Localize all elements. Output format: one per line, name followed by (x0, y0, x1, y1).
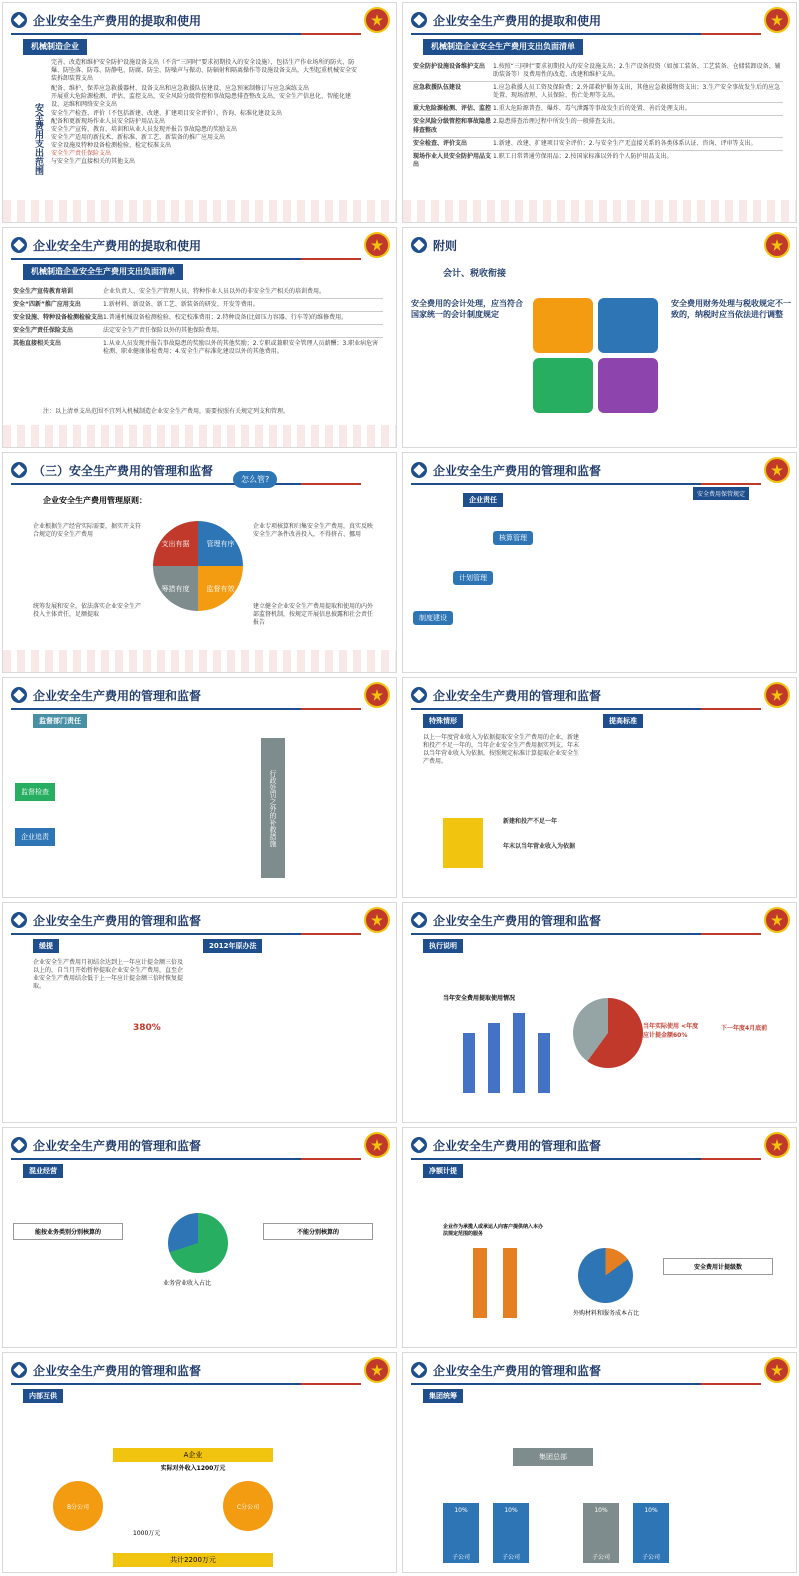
title-text: 企业安全生产费用的提取和使用 (433, 13, 602, 28)
separate-accounting-box: 能按业务类别分别核算的 (13, 1223, 123, 1240)
quad-item: 监督有效 (198, 566, 243, 611)
company-a-bar: A企业 (113, 1448, 273, 1462)
slide-title (11, 234, 201, 256)
subsidiary-pct: 10% (644, 1507, 658, 1514)
bar (473, 1248, 487, 1318)
step-pill: 核算管理 (493, 531, 533, 545)
emblem-icon (764, 1357, 790, 1383)
title-underline (11, 1158, 351, 1160)
pie-caption: 业务营业收入占比 (163, 1280, 212, 1287)
slide-8 (402, 677, 797, 898)
remedy-label: 行政处罚之外的补救措施 (261, 738, 285, 878)
slide-13 (2, 1352, 397, 1573)
title-text: 企业安全生产费用的管理和监督 (33, 913, 202, 928)
emblem-icon (364, 682, 390, 708)
bullet-icon (11, 1137, 27, 1153)
accountability-label: 企业追责 (15, 828, 55, 846)
pie-chart (573, 998, 643, 1068)
title-underline (411, 708, 751, 710)
section-tag: 内部互供 (23, 1389, 63, 1403)
section-tag: 集团统筹 (423, 1389, 463, 1403)
table-cell: 2.隐患排查治理过程中所发生的一般排查支出。 (493, 118, 619, 126)
table-cell: 应急救援队伍建设 (413, 84, 462, 92)
branch-c: C分公司 (223, 1481, 273, 1531)
bullet-icon (411, 1137, 427, 1153)
supervision-label: 监督检查 (15, 783, 55, 801)
scope-list (51, 59, 361, 166)
slide-6 (402, 452, 797, 673)
principle-text: 统筹发展和安全，依法落实企业安全生产投入主体责任，足额提取 (33, 603, 142, 619)
table-cell: 法定安全生产责任保险以外的其他保险费用。 (103, 327, 224, 335)
bar (488, 1023, 500, 1093)
emblem-icon (364, 232, 390, 258)
step-pill: 制度建设 (413, 611, 453, 625)
title-text: （三）安全生产费用的管理和监督 (33, 463, 214, 478)
side-label: 安全费用支出范围 (33, 103, 43, 175)
slide-title (11, 909, 201, 931)
slide-title (11, 1134, 201, 1156)
footer-decoration (3, 650, 397, 672)
scope-item: 安全生产宣传、教育、培训和从业人员发现并报告事故隐患的奖励支出 (51, 125, 238, 133)
emblem-icon (364, 1357, 390, 1383)
table-cell: 安全风险分级管控和事故隐患排查整改 (413, 118, 492, 134)
emblem-icon (764, 232, 790, 258)
table-cell: 1.新材料、新设备、新工艺、新装备的研发、开发等费用。 (103, 301, 259, 309)
quad-item: 管理有序 (198, 521, 243, 566)
subsidiary-label: 子公司 (591, 1554, 610, 1561)
section-tag: 特殊情形 (423, 714, 463, 728)
title-underline (411, 1158, 751, 1160)
table-cell: 企业负责人、安全生产管理人员、特种作业人员以外的非安全生产相关的培训费用。 (103, 288, 326, 295)
slide-title (11, 9, 201, 31)
bullet-icon (411, 1362, 427, 1378)
emblem-icon (764, 682, 790, 708)
subtitle-bar: 机械制造企业安全生产费用支出负面清单 (423, 39, 583, 55)
slide-title (411, 1359, 601, 1381)
title-text: 企业安全生产费用的管理和监督 (433, 913, 602, 928)
title-underline (411, 933, 751, 935)
title-text: 企业安全生产费用的管理和监督 (33, 1138, 202, 1153)
stair-label: 年末以当年营业收入为依据 (503, 843, 576, 850)
subsidiary (443, 1503, 479, 1563)
table-cell: 1.新建、改建、扩建项目安全评价；2.与安全生产无直接关系的各类体系认证、咨询、评审等支出。 (493, 139, 757, 147)
slide-10 (402, 902, 797, 1123)
title-text: 企业安全生产费用的管理和监督 (33, 1363, 202, 1378)
question-bubble: 怎么管? (233, 471, 277, 488)
external-income: 实际对外收入1200万元 (160, 1465, 226, 1472)
title-underline (411, 483, 751, 485)
slide-title (411, 459, 601, 481)
pie-label: 当年实际使用 <年度应计提金额60% (643, 1023, 699, 1039)
principle-text: 建立健全企业安全生产费用提取和使用的内外部监督机制，按规定开展信息披露和社会责任报告 (253, 603, 374, 627)
subsidiary (493, 1503, 529, 1563)
principle-heading: 企业安全生产费用管理原则： (43, 496, 147, 505)
subtitle-bar: 机械制造企业安全生产费用支出负面清单 (23, 264, 183, 280)
subtitle: 会计、税收衔接 (443, 269, 507, 279)
title-underline (411, 33, 751, 35)
title-underline (11, 933, 351, 935)
title-underline (11, 258, 351, 260)
chart-title: 企业作为承揽人或承运人向客户提供纳入本办法规定范围的服务 (443, 1224, 544, 1237)
section-tag: 监督部门责任 (33, 714, 87, 728)
bullet-icon (411, 912, 427, 928)
table-cell: 安全生产责任保险支出 (13, 327, 74, 335)
stair-graphic (443, 818, 483, 868)
footer-decoration (3, 200, 397, 222)
emblem-icon (764, 7, 790, 33)
bar (513, 1013, 525, 1093)
emblem-icon (764, 457, 790, 483)
title-underline (11, 483, 351, 485)
slide-title (411, 9, 601, 31)
title-text: 企业安全生产费用的管理和监督 (433, 463, 602, 478)
formula-box: 安全费用计提级数 (663, 1258, 773, 1275)
subsidiary-pct: 10% (454, 1507, 468, 1514)
scope-item: 配备、维护、保养应急救援器材、设备支出和应急救援队伍建设、应急预案制修订与应急演练支出 (51, 85, 310, 93)
internal-sale: 1000万元 (133, 1530, 161, 1537)
title-text: 企业安全生产费用的管理和监督 (433, 1363, 602, 1378)
emblem-icon (764, 1132, 790, 1158)
table-cell: 1.从业人员发现并报告事故隐患的奖励以外的其他奖励；2.专职或兼职安全管理人员薪酬；3.职业病危害检测、职业健康体检费用；4.安全生产标准化建设以外的其他费用。 (103, 340, 379, 356)
combined-accounting-box: 不能分别核算的 (263, 1223, 373, 1240)
revenue-pie (168, 1213, 228, 1273)
scope-item: 安全生产适用的新技术、新标准、新工艺、新装备的推广应用支出 (51, 133, 226, 141)
footer-decoration (3, 425, 397, 447)
section-tag: 混业经营 (23, 1164, 63, 1178)
slide-5 (2, 452, 397, 673)
footnote: 注：以上清单支出范围不宜列入机械制造企业安全生产费用，需要按照有关规定列支和管理。 (43, 408, 290, 415)
slide-title (411, 234, 457, 256)
title-text: 企业安全生产费用的管理和监督 (433, 688, 602, 703)
table-cell: 安全“四新”推广应用支出 (13, 301, 81, 309)
title-underline (411, 1383, 751, 1385)
negative-list-table (413, 61, 783, 171)
title-text: 企业安全生产费用的管理和监督 (33, 688, 202, 703)
subsidiary-pct: 10% (594, 1507, 608, 1514)
slide-14 (402, 1352, 797, 1573)
bullet-icon (11, 237, 27, 253)
title-underline (11, 33, 351, 35)
emblem-icon (364, 7, 390, 33)
subsidiary-label: 子公司 (641, 1554, 660, 1561)
negative-list-table (13, 286, 383, 359)
table-cell: 安全检查、评价支出 (413, 139, 468, 147)
rule-box: 安全费用保管规定 (693, 487, 749, 500)
quad-item: 筹措有度 (153, 566, 198, 611)
slide-title (411, 1134, 601, 1156)
slide-3 (2, 227, 397, 448)
chart-title: 当年安全费用提取使用情况 (443, 995, 516, 1002)
principle-text: 企业根据生产经营实际需要，据实开支符合规定的安全生产费用 (33, 523, 142, 539)
subsidiary-label: 子公司 (451, 1554, 470, 1561)
table-cell: 现场作业人员安全防护用品支出 (413, 152, 492, 168)
subsidiary (583, 1503, 619, 1563)
table-cell: 重大危险源检测、评估、监控 (413, 105, 492, 113)
principle-wheel (153, 521, 243, 611)
table-cell: 安全生产宣传教育培训 (13, 288, 74, 295)
scope-item: 安全设施及特种设备检测检验、检定校准支出 (51, 141, 172, 149)
slide-9 (2, 902, 397, 1123)
slide-title (11, 1359, 201, 1381)
section-tag: 缓提 (33, 939, 59, 953)
section-tag: 企业责任 (463, 493, 503, 507)
table-cell: 1.应急救援人员工资及保险费；2.外部救护服务支出，其他应急救援物资支出；3.生产安全事故发生后的应急处置、现场清理、人员保险、伤亡处理等支出。 (493, 84, 781, 100)
title-text: 附则 (433, 238, 458, 253)
bullet-icon (11, 12, 27, 28)
table-cell: 1.职工日常普通劳保用品；2.按国家标准以外的个人防护用品支出。 (493, 152, 673, 160)
scope-item: 与安全生产直接相关的其他支出 (51, 158, 136, 166)
slide-11 (2, 1127, 397, 1348)
quad-item: 支出有据 (153, 521, 198, 566)
cost-pie (578, 1248, 633, 1303)
stair-label: 新建和投产不足一年 (503, 818, 558, 825)
scope-item: 安全生产检查、评价（不包括新建、改建、扩建项目安全评价）、咨询、标准化建设支出 (51, 109, 283, 117)
title-underline (11, 708, 351, 710)
table-cell: 安全设施、特种设备检测检验支出 (13, 314, 104, 322)
pie-caption: 外购材料和服务成本占比 (573, 1310, 640, 1317)
subtitle-bar: 机械制造企业 (23, 39, 87, 55)
puzzle-graphic (533, 298, 663, 418)
bullet-icon (11, 1362, 27, 1378)
bullet-icon (411, 462, 427, 478)
peak-pct: 380% (133, 1023, 161, 1033)
total-bar: 共计2200万元 (113, 1553, 273, 1567)
table-cell: 1.普通机械设备检测检验、校定校准费用；2.特种设备(比如压力容器、行车等)的维修费用。 (103, 314, 348, 322)
section-tag: 2012年原办法 (203, 939, 262, 953)
scope-item: 开展重大危险源检测、评估、监控支出，安全风险分级管控和事故隐患排查整改支出，安全生产信息化、智能化建设、运维和网络安全支出 (51, 93, 352, 109)
group-hq: 集团总部 (513, 1448, 593, 1466)
emblem-icon (364, 1132, 390, 1158)
slide-12 (402, 1127, 797, 1348)
bullet-icon (411, 687, 427, 703)
subsidiary-pct: 10% (504, 1507, 518, 1514)
branch-b: B分公司 (53, 1481, 103, 1531)
bar (463, 1033, 475, 1093)
tax-text: 安全费用财务处理与税收规定不一致的，纳税时应当依法进行调整 (671, 299, 791, 319)
bullet-icon (11, 912, 27, 928)
section-tag: 净额计提 (423, 1164, 463, 1178)
table-cell: 1.按照“三同时”要求初期投入的安全设施支出；2.生产设备投资（如加工装备、工艺装备、仓储装卸设备、辅助装备等）及费用性的改造、改建和维护支出。 (493, 63, 781, 79)
bullet-icon (411, 237, 427, 253)
slide-title (11, 684, 201, 706)
title-text: 企业安全生产费用的管理和监督 (433, 1138, 602, 1153)
slide-4 (402, 227, 797, 448)
section-tag: 提高标准 (603, 714, 643, 728)
accounting-text: 安全费用的会计处理，应当符合国家统一的会计制度规定 (411, 299, 523, 319)
title-underline (11, 1383, 351, 1385)
slide-title (11, 459, 213, 481)
table-cell: 1.重大危险源普查、爆炸、毒气泄露等事故发生后的处置、善后处理支出。 (493, 105, 691, 113)
scope-item: 配备和更新现场作业人员安全防护用品支出 (51, 117, 166, 125)
special-case-text: 以上一年度营业收入为依据提取安全生产费用的企业，新建和投产不足一年的，当年企业安全生产费用据实列支，年末以当年营业收入为依据，按照规定标准计算提取企业安全生产费用。 (423, 734, 580, 766)
bullet-icon (11, 462, 27, 478)
bullet-icon (11, 687, 27, 703)
emblem-icon (764, 907, 790, 933)
slide-title (411, 684, 601, 706)
table-cell: 其他直接相关支出 (13, 340, 62, 348)
bar (503, 1248, 517, 1318)
bullet-icon (411, 12, 427, 28)
subsidiary-label: 子公司 (501, 1554, 520, 1561)
emblem-icon (364, 907, 390, 933)
subsidiary (633, 1503, 669, 1563)
step-pill: 计划管理 (453, 571, 493, 585)
footer-decoration (403, 200, 797, 222)
slide-7 (2, 677, 397, 898)
deferral-text: 企业安全生产费用月初结余达到上一年应计提金额三倍及以上的，自当月开始暂停提取企业安全生产费用，直至企业安全生产费用结余低于上一年应计提金额三倍时恢复提取。 (33, 959, 184, 991)
deadline-label: 下一年度4月底前 (721, 1025, 768, 1032)
table-cell: 安全防护设施设备维护支出 (413, 63, 486, 70)
slide-title (411, 909, 601, 931)
scope-item: 安全生产责任保险支出 (51, 150, 112, 158)
principle-text: 企业专项核算和归集安全生产费用，真实反映安全生产条件改善投入，不得挤占、挪用 (253, 523, 374, 539)
slide-2 (402, 2, 797, 223)
title-text: 企业安全生产费用的提取和使用 (33, 238, 202, 253)
title-text: 企业安全生产费用的提取和使用 (33, 13, 202, 28)
slide-1 (2, 2, 397, 223)
section-tag: 执行说明 (423, 939, 463, 953)
scope-item: 完善、改造和维护安全防护设施设备支出（不含“三同时”要求初期投入的安全设施），包括生产作业场所的防火、防爆、防坠落、防毒、防静电、防腐、防尘、防噪声与振动、防辐射和隔离操作等设施设备支出，大型起重机械安全安装拆卸装置支出 (51, 59, 358, 83)
bar (538, 1033, 550, 1093)
